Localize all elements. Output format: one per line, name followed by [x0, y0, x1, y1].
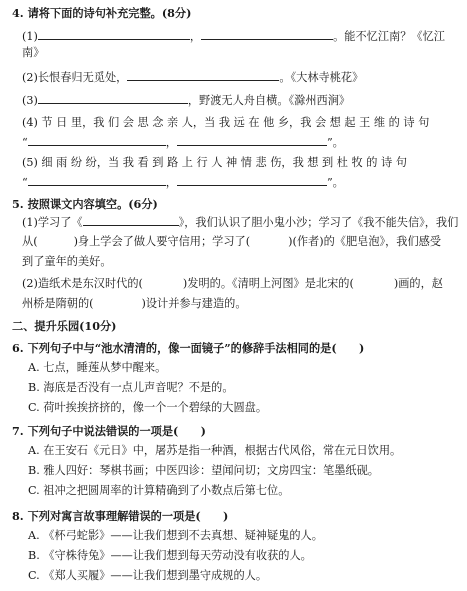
q4-item5: (5) 细 雨 纷 纷，当 我 看 到 路 上 行 人 神 情 悲 伤，我 想 到 杜 牧 的 诗 句: [22, 156, 407, 169]
q7-option-c[interactable]: C. 祖冲之把圆周率的计算精确到了小数点后第七位。: [28, 484, 290, 497]
q5-line-3: 到了童年的美好。: [22, 255, 112, 268]
q6-title: 6. 下列句子中与“池水清清的，像一面镜子”的修辞手法相同的是( ): [12, 341, 365, 355]
q4-item4-blank-1[interactable]: [28, 134, 166, 146]
q4-item1-continued: 南》: [22, 46, 45, 59]
q4-item1-blank-1[interactable]: [38, 28, 190, 40]
q7-option-b[interactable]: B. 雅人四好：琴棋书画；中医四诊：望闻问切；文房四宝：笔墨纸砚。: [28, 464, 379, 477]
q4-item1: (1) ， 。能不忆江南？《忆江: [22, 30, 445, 43]
q4-item4: (4) 节 日 里，我 们 会 思 念 亲 人，当 我 远 在 他 乡，我 会 想 起 王 维 的 诗 句: [22, 116, 430, 129]
q4-item3: (3) ，野渡无人舟自横。《滁州西涧》: [22, 94, 351, 107]
q4-title: 4. 请将下面的诗句补充完整。(8分): [12, 6, 192, 20]
q8-option-c[interactable]: C. 《郑人买履》——让我们想到墨守成规的人。: [28, 569, 268, 582]
q5-title: 5. 按照课文内容填空。(6分): [12, 197, 158, 211]
q4-item5-answer: “ ， ”。: [22, 176, 344, 189]
q6-option-c[interactable]: C. 荷叶挨挨挤挤的，像一个一个碧绿的大圆盘。: [28, 401, 268, 414]
q4-item5-blank-2[interactable]: [177, 174, 327, 186]
q5-line-4: (2)造纸术是东汉时代的( )发明的。《清明上河图》是北宋的( )画的，赵: [22, 277, 443, 290]
q5-line-2: 从( )身上学会了做人要守信用；学习了( )(作者)的《肥皂泡》，我们感受: [22, 235, 442, 248]
section-2-title: 二、提升乐园(10分): [12, 319, 117, 333]
q5-line-1: (1)学习了《 》，我们认识了胆小鬼小沙；学习了《我不能失信》，我们: [22, 216, 459, 229]
q4-item4-blank-2[interactable]: [177, 134, 327, 146]
q5-blank-book-title[interactable]: [83, 214, 179, 226]
q4-item2: (2)长恨春归无觅处， 。《大林寺桃花》: [22, 71, 364, 84]
q4-item2-blank[interactable]: [127, 69, 279, 81]
q8-title: 8. 下列对寓言故事理解错误的一项是( ): [12, 509, 229, 523]
q8-option-b[interactable]: B. 《守株待兔》——让我们想到每天劳动没有收获的人。: [28, 549, 312, 562]
q4-item3-blank[interactable]: [38, 92, 188, 104]
q7-title: 7. 下列句子中说法错误的一项是( ): [12, 424, 206, 438]
q5-line-5: 州桥是隋朝的( )设计并参与建造的。: [22, 297, 247, 310]
q6-option-b[interactable]: B. 海底是否没有一点儿声音呢？不是的。: [28, 381, 234, 394]
q6-option-a[interactable]: A. 七点，睡莲从梦中醒来。: [28, 361, 167, 374]
q7-option-a[interactable]: A. 在王安石《元日》中，屠苏是指一种酒，根据古代风俗，常在元日饮用。: [28, 444, 402, 457]
q4-item4-answer: “ ， ”。: [22, 136, 344, 149]
q8-option-a[interactable]: A. 《杯弓蛇影》——让我们想到不去真想、疑神疑鬼的人。: [28, 529, 323, 542]
q4-item1-blank-2[interactable]: [201, 28, 333, 40]
q4-item5-blank-1[interactable]: [28, 174, 166, 186]
